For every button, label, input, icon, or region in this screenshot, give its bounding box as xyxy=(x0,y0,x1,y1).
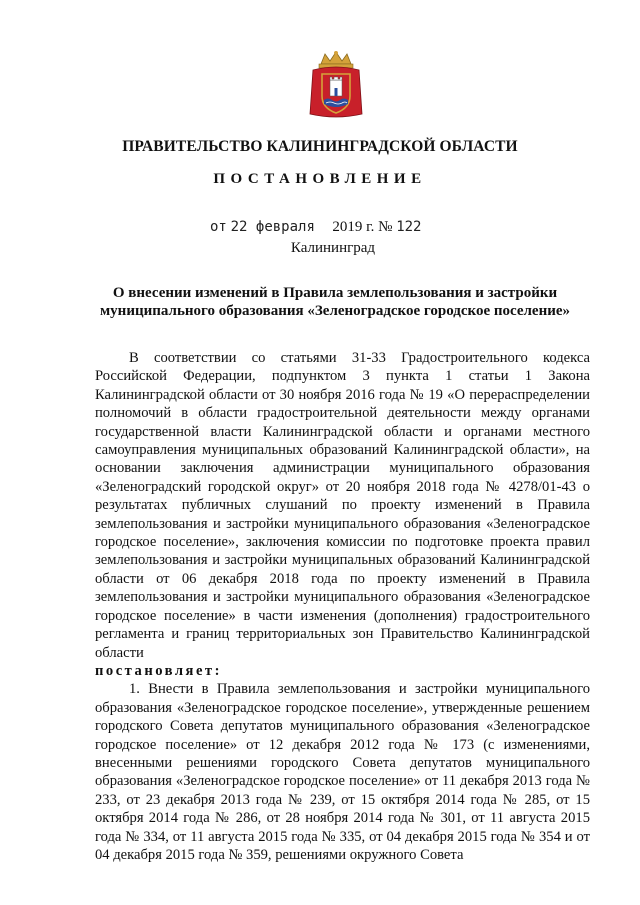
date-line xyxy=(210,219,421,236)
document-body xyxy=(95,349,590,864)
resolves-verb: постановляет: xyxy=(95,662,222,679)
title-line-1: О внесении изменений в Правила землепользования и застройки xyxy=(112,285,558,301)
title-line-2: муниципального образования «Зеленоградское городское поселение» xyxy=(99,303,571,319)
document-type: ПОСТАНОВЛЕНИЕ xyxy=(213,171,427,187)
document-title xyxy=(95,284,575,320)
preamble-paragraph: В соответствии со статьями 31-33 Градостроительного кодекса Российской Федерации, подпунктом 3 пункта 1 статьи 1 Закона Калининградской области от 30 ноября 2016 года № 19 «О перераспределении полномочий в области градостроительной деятельности между органами государственной власти Калининградской области и органами местного самоуправления муниципальных образований Калининградской области», на основании заключения администрации муниципального образования «Зеленоградский городской округ» от 20 ноября 2018 года № 4278/01-43 о результатах публичных слушаний по проекту изменений в Правила землепользования и застройки муниципального образования «Зеленоградское городское поселение», заключения комиссии по подготовке проекта правил землепользования и застройки муниципальных образований Калининградской области от 06 декабря 2018 года по проекту изменений в Правила землепользования и застройки муниципального образования «Зеленоградское городское поселение» в части изменения (дополнения) градостроительного регламента и границ территориальных зон Правительство Калининградской области xyxy=(95,350,590,661)
date-value: 22 февраля xyxy=(230,219,315,235)
clause-1-paragraph: 1. Внести в Правила землепользования и застройки муниципального образования «Зеленоградское городское поселение», утвержденные решением городского Совета депутатов муниципального образования «Зеленоградское городское поселение» от 12 декабря 2012 года № 173 (с изменениями, внесенными решениями городского Совета депутатов муниципального образования «Зеленоградское городское поселение» от 11 декабря 2013 года № 233, от 23 декабря 2013 года № 239, от 15 октября 2014 года № 285, от 15 октября 2014 года № 286, от 28 ноября 2014 года № 301, от 11 августа 2015 года № 334, от 11 августа 2015 года № 335, от 04 декабря 2015 года № 354 и от 04 декабря 2015 года № 359, решениями окружного Совета xyxy=(95,681,590,863)
date-prefix: от xyxy=(210,219,227,235)
number-label: № xyxy=(378,219,393,235)
coat-of-arms-icon xyxy=(307,50,365,120)
date-year: 2019 г. xyxy=(332,219,375,235)
city-name: Калининград xyxy=(290,240,376,256)
organization-name: ПРАВИТЕЛЬСТВО КАЛИНИНГРАДСКОЙ ОБЛАСТИ xyxy=(122,138,518,155)
number-value: 122 xyxy=(396,219,422,235)
